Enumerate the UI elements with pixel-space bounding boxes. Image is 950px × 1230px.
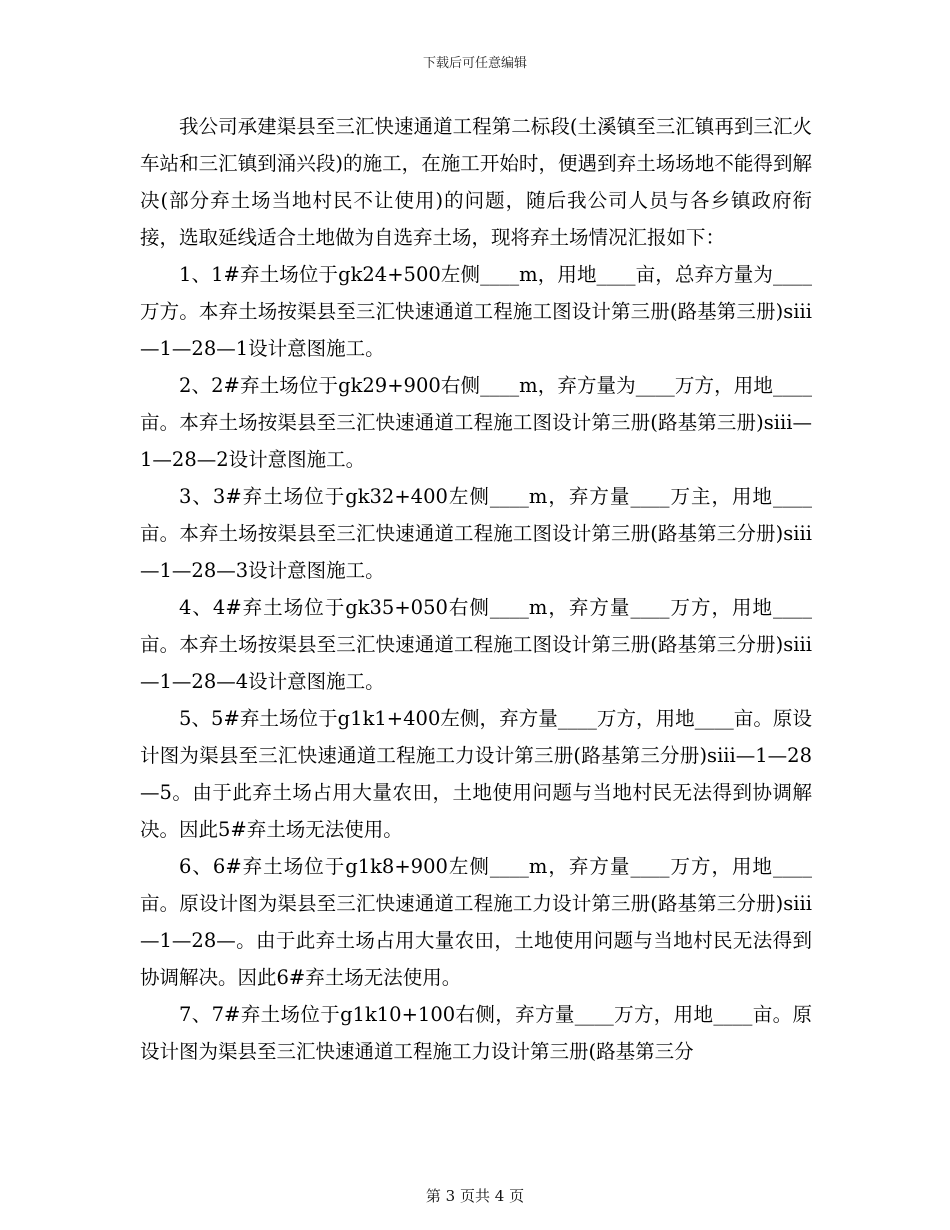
page-header: 下载后可任意编辑 bbox=[422, 56, 527, 71]
item-paragraph-7: 7、7#弃土场位于g1k10+100右侧，弃方量____万方，用地____亩。原设计图为渠县至三汇快速通道工程施工力设计第三册(路基第三分 bbox=[140, 1003, 812, 1063]
item-paragraph-1: 1、1#弃土场位于gk24+500左侧____m，用地____亩，总弃方量为____万方。本弃土场按渠县至三汇快速通道工程施工图设计第三册(路基第三册)siii—1—28—1设计意图施工。 bbox=[140, 263, 812, 360]
item-paragraph-3: 3、3#弃土场位于gk32+400左侧____m，弃方量____万主，用地____亩。本弃土场按渠县至三汇快速通道工程施工图设计第三册(路基第三分册)siii—1—28—3设计意图施工。 bbox=[140, 485, 812, 582]
item-paragraph-4: 4、4#弃土场位于gk35+050右侧____m，弃方量____万方，用地____亩。本弃土场按渠县至三汇快速通道工程施工图设计第三册(路基第三分册)siii—1—28—4设计意图施工。 bbox=[140, 596, 812, 693]
item-paragraph-6: 6、6#弃土场位于g1k8+900左侧____m，弃方量____万方，用地____亩。原设计图为渠县至三汇快速通道工程施工力设计第三册(路基第三分册)siii—1—28—。由于此弃土场占用大量农田，土地使用问题与当地村民无法得到协调解决。因此6#弃土场无法使用。 bbox=[140, 855, 812, 989]
item-paragraph-2: 2、2#弃土场位于gk29+900右侧____m，弃方量为____万方，用地____亩。本弃土场按渠县至三汇快速通道工程施工图设计第三册(路基第三册)siii—1—28—2设计意图施工。 bbox=[140, 374, 812, 471]
item-paragraph-5: 5、5#弃土场位于g1k1+400左侧，弃方量____万方，用地____亩。原设计图为渠县至三汇快速通道工程施工力设计第三册(路基第三分册)siii—1—28—5。由于此弃土场占用大量农田，土地使用问题与当地村民无法得到协调解决。因此5#弃土场无法使用。 bbox=[140, 707, 812, 841]
document-body bbox=[140, 108, 812, 1070]
intro-paragraph: 我公司承建渠县至三汇快速通道工程第二标段(土溪镇至三汇镇再到三汇火车站和三汇镇到涌兴段)的施工，在施工开始时，便遇到弃土场场地不能得到解决(部分弃土场当地村民不让使用)的问题，随后我公司人员与各乡镇政府衔接，选取延线适合土地做为自选弃土场，现将弃土场情况汇报如下： bbox=[140, 115, 812, 249]
page-footer: 第 3 页共 4 页 bbox=[425, 1187, 525, 1205]
